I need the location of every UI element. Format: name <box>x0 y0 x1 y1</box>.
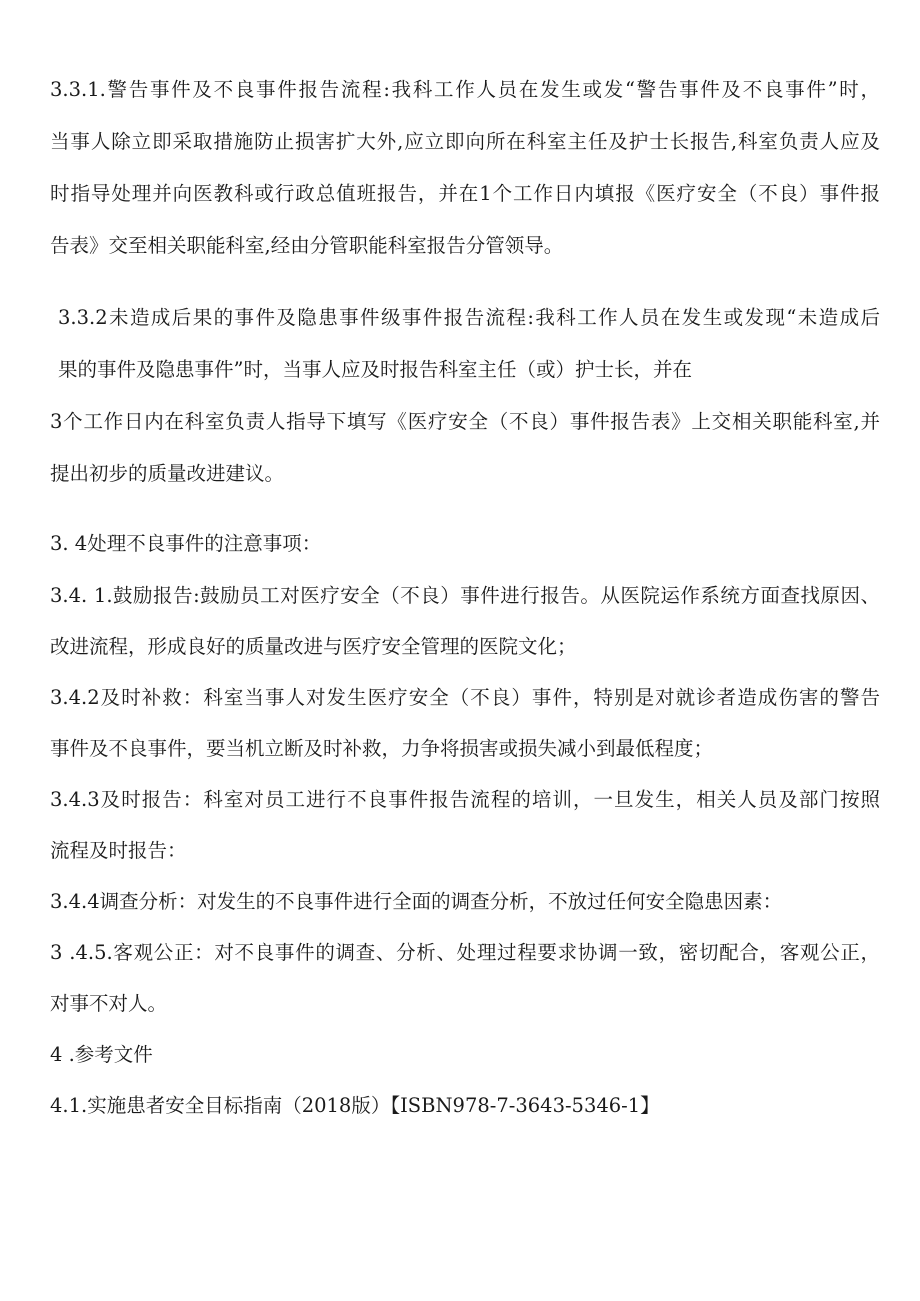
section-3-4-title: 3. 4处理不良事件的注意事项： <box>50 532 322 555</box>
paragraph-line: 事件及不良事件，要当机立断及时补救，力争将损害或损失减小到最低程度； <box>50 737 714 760</box>
paragraph-line: 3个工作日内在科室负责人指导下填写《医疗安全（不良）事件报告表》上交相关职能科室,并 <box>50 410 880 433</box>
section-3-3-2 <box>50 292 880 500</box>
paragraph-line: 3.4.4调查分析：对发生的不良事件进行全面的调查分析，不放过任何安全隐患因素： <box>50 890 783 913</box>
paragraph-line: 3 .4.5.客观公正：对不良事件的调查、分析、处理过程要求协调一致，密切配合，客观公正， <box>50 941 880 964</box>
paragraph-line: 3.3.1.警告事件及不良事件报告流程:我科工作人员在发生或发“警告事件及不良事件”时， <box>50 78 880 101</box>
paragraph-line: 流程及时报告： <box>50 839 187 862</box>
paragraph-line: 3.4.3及时报告：科室对员工进行不良事件报告流程的培训，一旦发生，相关人员及部门按照 <box>50 788 880 811</box>
section-3-4-4 <box>50 876 880 927</box>
section-3-4-5 <box>50 927 880 1029</box>
paragraph-line: 提出初步的质量改进建议。 <box>50 462 285 485</box>
paragraph-line: 对事不对人。 <box>50 992 168 1015</box>
paragraph-line: 3.4.2及时补救：科室当事人对发生医疗安全（不良）事件，特别是对就诊者造成伤害的警告 <box>50 686 880 709</box>
paragraph-line: 改进流程，形成良好的质量改进与医疗安全管理的医院文化； <box>50 635 577 658</box>
section-3-4-1 <box>50 570 880 672</box>
section-3-4-3 <box>50 774 880 876</box>
document-page <box>50 64 880 1131</box>
section-3-3-1 <box>50 64 880 272</box>
paragraph-line: 当事人除立即采取措施防止损害扩大外,应立即向所在科室主任及护士长报告,科室负责人应及 <box>50 130 880 153</box>
paragraph-line: 果的事件及隐患事件”时，当事人应及时报告科室主任（或）护士长，并在 <box>58 358 692 381</box>
paragraph-line: 3.4. 1.鼓励报告:鼓励员工对医疗安全（不良）事件进行报告。从医院运作系统方面查找原因、 <box>50 584 880 607</box>
reference-item: 4.1.实施患者安全目标指南（2018版）【ISBN978-7-3643-5346-1】 <box>50 1094 660 1117</box>
paragraph-line: 告表》交至相关职能科室,经由分管职能科室报告分管领导。 <box>50 234 564 257</box>
section-4-title: 4 .参考文件 <box>50 1043 153 1066</box>
paragraph-line: 3.3.2未造成后果的事件及隐患事件级事件报告流程:我科工作人员在发生或发现“未造成后 <box>58 306 880 329</box>
paragraph-line: 时指导处理并向医教科或行政总值班报告，并在1个工作日内填报《医疗安全（不良）事件报 <box>50 182 880 205</box>
section-3-4-2 <box>50 672 880 774</box>
